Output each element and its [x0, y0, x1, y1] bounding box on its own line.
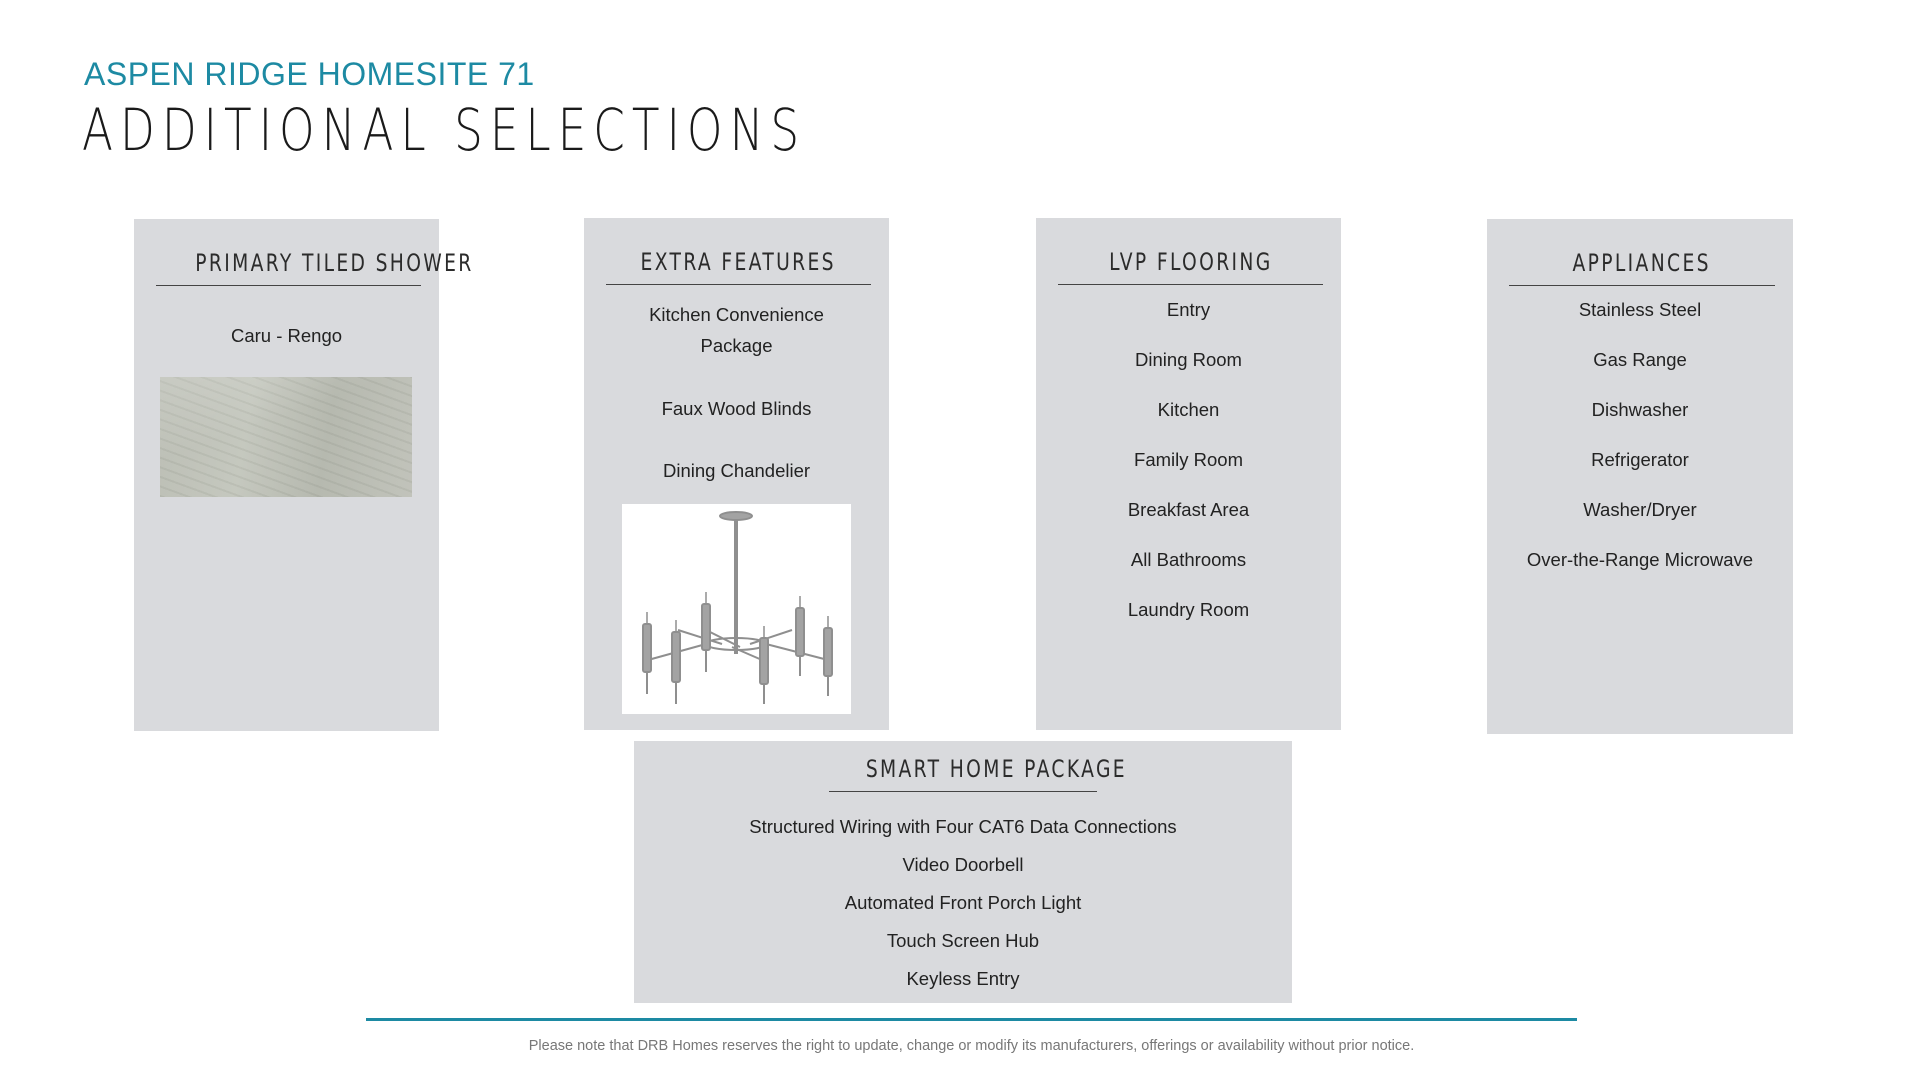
- card-heading: EXTRA FEATURES: [606, 248, 871, 285]
- card-smart-home-package: [634, 741, 1292, 1003]
- list-item: Touch Screen Hub: [886, 930, 1040, 951]
- list-item: Entry: [1166, 299, 1211, 320]
- list-item: Family Room: [1134, 449, 1243, 470]
- list-item: Structured Wiring with Four CAT6 Data Connections: [749, 816, 1177, 837]
- list-item: Washer/Dryer: [1583, 499, 1697, 520]
- list-item: Refrigerator: [1591, 449, 1689, 470]
- list-item: Caru - Rengo: [230, 325, 343, 346]
- card-extra-features: [584, 218, 889, 730]
- list-item: Video Doorbell: [902, 854, 1024, 875]
- card-appliances: [1487, 219, 1793, 734]
- list-item: Over-the-Range Microwave: [1526, 549, 1754, 570]
- list-item: Dining Room: [1135, 349, 1242, 370]
- card-heading: SMART HOME PACKAGE: [829, 755, 1097, 792]
- chandelier-icon: [622, 504, 851, 714]
- chandelier-image: [622, 504, 851, 714]
- page-title: ADDITIONAL SELECTIONS: [82, 96, 807, 164]
- list-item: Kitchen: [1157, 399, 1220, 420]
- card-heading: PRIMARY TILED SHOWER: [156, 249, 421, 286]
- footer-disclaimer: Please note that DRB Homes reserves the right to update, change or modify its manufacturers, offerings or availability without prior notice.: [528, 1038, 1415, 1054]
- tile-swatch-image: [160, 377, 412, 497]
- footer-divider: [366, 1018, 1577, 1021]
- list-item: Dishwasher: [1591, 399, 1689, 420]
- list-item: Keyless Entry: [906, 968, 1020, 989]
- list-item: Gas Range: [1593, 349, 1687, 370]
- list-item: Automated Front Porch Light: [844, 892, 1082, 913]
- card-heading: APPLIANCES: [1509, 249, 1775, 286]
- list-item: Laundry Room: [1127, 599, 1250, 620]
- list-item: Faux Wood Blinds: [661, 398, 812, 419]
- community-subtitle: ASPEN RIDGE HOMESITE 71: [84, 56, 535, 92]
- list-item: Kitchen Convenience Package: [649, 304, 824, 356]
- list-item: Breakfast Area: [1127, 499, 1250, 520]
- card-heading: LVP FLOORING: [1058, 248, 1323, 285]
- list-item: Stainless Steel: [1578, 299, 1702, 320]
- list-item: Dining Chandelier: [662, 460, 811, 481]
- card-lvp-flooring: [1036, 218, 1341, 730]
- list-item: All Bathrooms: [1130, 549, 1247, 570]
- card-primary-tiled-shower: [134, 219, 474, 731]
